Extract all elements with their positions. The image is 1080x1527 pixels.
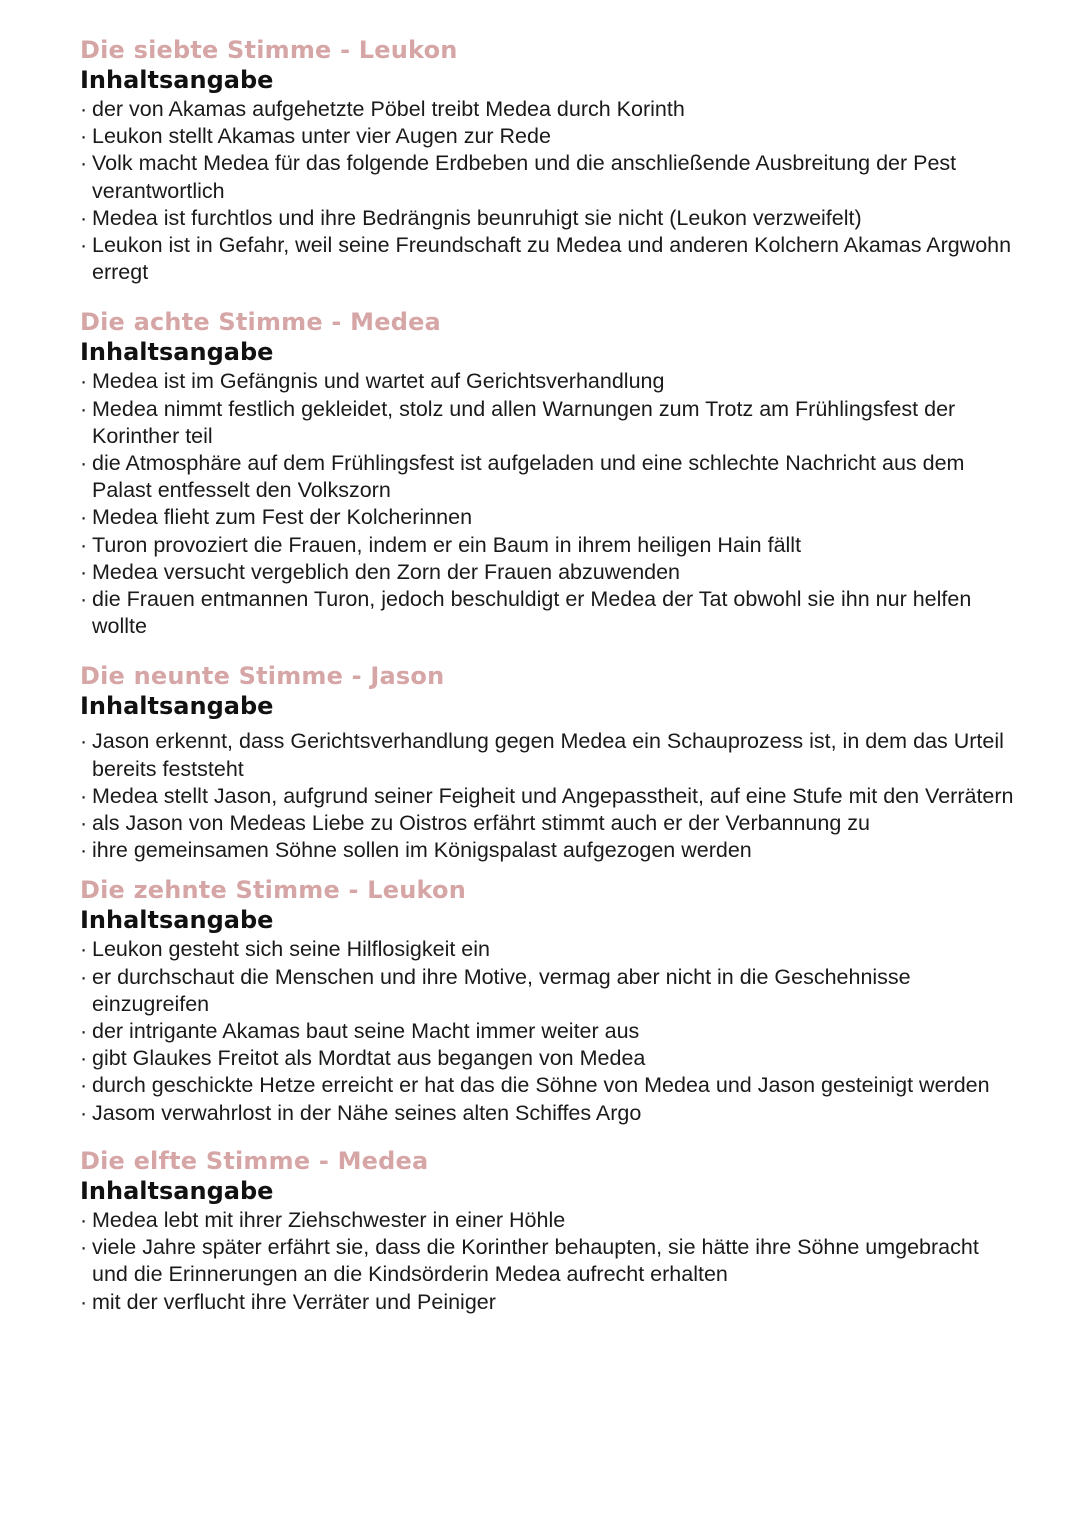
section-subtitle: Inhaltsangabe bbox=[80, 906, 274, 935]
bullet-dot-icon: · bbox=[80, 124, 88, 149]
bullet-list bbox=[80, 96, 1020, 286]
section-subtitle: Inhaltsangabe bbox=[80, 338, 274, 367]
section-subtitle: Inhaltsangabe bbox=[80, 692, 274, 721]
bullet-dot-icon: · bbox=[80, 205, 88, 230]
bullet-item: · Volk macht Medea für das folgende Erdbeben und die anschließende Ausbreitung der Pest verantwortlich bbox=[80, 151, 957, 203]
section-zehnte-stimme bbox=[80, 874, 1020, 1126]
bullet-dot-icon: · bbox=[80, 1207, 88, 1232]
bullet-dot-icon: · bbox=[80, 729, 88, 754]
bullet-item: · Leukon stellt Akamas unter vier Augen zur Rede bbox=[80, 123, 1020, 150]
bullet-dot-icon: · bbox=[80, 937, 88, 962]
bullet-dot-icon: · bbox=[80, 532, 88, 557]
bullet-item: · Jasom verwahrlost in der Nähe seines alten Schiffes Argo bbox=[80, 1100, 1020, 1127]
bullet-dot-icon: · bbox=[80, 964, 88, 989]
bullet-item: · Leukon gesteht sich seine Hilflosigkeit ein bbox=[80, 936, 1020, 963]
bullet-dot-icon: · bbox=[80, 233, 88, 258]
bullet-dot-icon: · bbox=[80, 1073, 88, 1098]
section-title: Die siebte Stimme - Leukon bbox=[80, 36, 458, 64]
bullet-list bbox=[80, 368, 1020, 640]
bullet-dot-icon: · bbox=[80, 811, 88, 836]
bullet-item: · durch geschickte Hetze erreicht er hat das die Söhne von Medea und Jason gesteinigt werden bbox=[80, 1072, 1020, 1099]
bullet-item: · als Jason von Medeas Liebe zu Oistros erfährt stimmt auch er der Verbannung zu bbox=[80, 810, 1020, 837]
bullet-item: · Medea versucht vergeblich den Zorn der Frauen abzuwenden bbox=[80, 559, 1020, 586]
bullet-item: · der von Akamas aufgehetzte Pöbel treibt Medea durch Korinth bbox=[80, 96, 1020, 123]
section-title: Die zehnte Stimme - Leukon bbox=[80, 876, 467, 905]
bullet-dot-icon: · bbox=[80, 369, 88, 394]
bullet-item: · Jason erkennt, dass Gerichtsverhandlung gegen Medea ein Schauprozess ist, in dem das Urteil bereits feststeht bbox=[80, 729, 1004, 781]
bullet-list bbox=[80, 728, 1020, 864]
bullet-dot-icon: · bbox=[80, 97, 88, 121]
bullet-item: · mit der verflucht ihre Verräter und Peiniger bbox=[80, 1289, 1020, 1316]
bullet-item: · der intrigante Akamas baut seine Macht immer weiter aus bbox=[80, 1018, 1020, 1045]
bullet-item: · Medea ist im Gefängnis und wartet auf Gerichtsverhandlung bbox=[80, 368, 1020, 395]
bullet-dot-icon: · bbox=[80, 587, 88, 612]
bullet-list bbox=[80, 936, 1020, 1126]
bullet-item: · Leukon ist in Gefahr, weil seine Freundschaft zu Medea und anderen Kolchern Akamas Argwohn erregt bbox=[80, 233, 1012, 285]
section-title: Die elfte Stimme - Medea bbox=[80, 1146, 429, 1175]
bullet-dot-icon: · bbox=[80, 1289, 88, 1314]
bullet-list bbox=[80, 1207, 1020, 1316]
bullet-dot-icon: · bbox=[80, 396, 88, 421]
bullet-item: · die Frauen entmannen Turon, jedoch beschuldigt er Medea der Tat obwohl sie ihn nur helfen wollte bbox=[80, 587, 972, 639]
bullet-dot-icon: · bbox=[80, 1235, 88, 1260]
bullet-dot-icon: · bbox=[80, 838, 88, 863]
bullet-dot-icon: · bbox=[80, 783, 88, 808]
bullet-item: · die Atmosphäre auf dem Frühlingsfest ist aufgeladen und eine schlechte Nachricht aus dem Palast entfesselt den Volkszorn bbox=[80, 451, 965, 503]
bullet-item: · Medea ist furchtlos und ihre Bedrängnis beunruhigt sie nicht (Leukon verzweifelt) bbox=[80, 205, 1020, 232]
bullet-item: · viele Jahre später erfährt sie, dass die Korinther behaupten, sie hätte ihre Söhne umgebracht und die Erinnerungen an die Kindsörderin Medea aufrecht erhalten bbox=[80, 1235, 979, 1287]
bullet-dot-icon: · bbox=[80, 1100, 88, 1125]
bullet-item: · Medea nimmt festlich gekleidet, stolz und allen Warnungen zum Trotz am Frühlingsfest der Korinther teil bbox=[80, 396, 956, 448]
bullet-dot-icon: · bbox=[80, 1019, 88, 1044]
bullet-item: · Turon provoziert die Frauen, indem er ein Baum in ihrem heiligen Hain fällt bbox=[80, 532, 1020, 559]
bullet-item: · Medea stellt Jason, aufgrund seiner Feigheit und Angepasstheit, auf eine Stufe mit den Verrätern bbox=[80, 783, 1020, 810]
bullet-dot-icon: · bbox=[80, 505, 88, 530]
bullet-item: · er durchschaut die Menschen und ihre Motive, vermag aber nicht in die Geschehnisse einzugreifen bbox=[80, 964, 911, 1016]
bullet-item: · gibt Glaukes Freitot als Mordtat aus begangen von Medea bbox=[80, 1045, 1020, 1072]
bullet-item: · Medea lebt mit ihrer Ziehschwester in einer Höhle bbox=[80, 1207, 1020, 1234]
bullet-dot-icon: · bbox=[80, 151, 88, 176]
bullet-dot-icon: · bbox=[80, 559, 88, 584]
bullet-dot-icon: · bbox=[80, 451, 88, 476]
section-title: Die neunte Stimme - Jason bbox=[80, 662, 445, 691]
section-elfte-stimme bbox=[80, 1145, 1020, 1316]
section-achte-stimme bbox=[80, 306, 1020, 640]
bullet-item: · Medea flieht zum Fest der Kolcherinnen bbox=[80, 504, 1020, 531]
section-neunte-stimme bbox=[80, 660, 1020, 864]
section-title: Die achte Stimme - Medea bbox=[80, 308, 441, 337]
section-subtitle: Inhaltsangabe bbox=[80, 66, 274, 94]
section-siebte-stimme bbox=[80, 34, 1020, 286]
section-subtitle: Inhaltsangabe bbox=[80, 1176, 274, 1205]
bullet-item: · ihre gemeinsamen Söhne sollen im Königspalast aufgezogen werden bbox=[80, 837, 1020, 864]
bullet-dot-icon: · bbox=[80, 1046, 88, 1071]
